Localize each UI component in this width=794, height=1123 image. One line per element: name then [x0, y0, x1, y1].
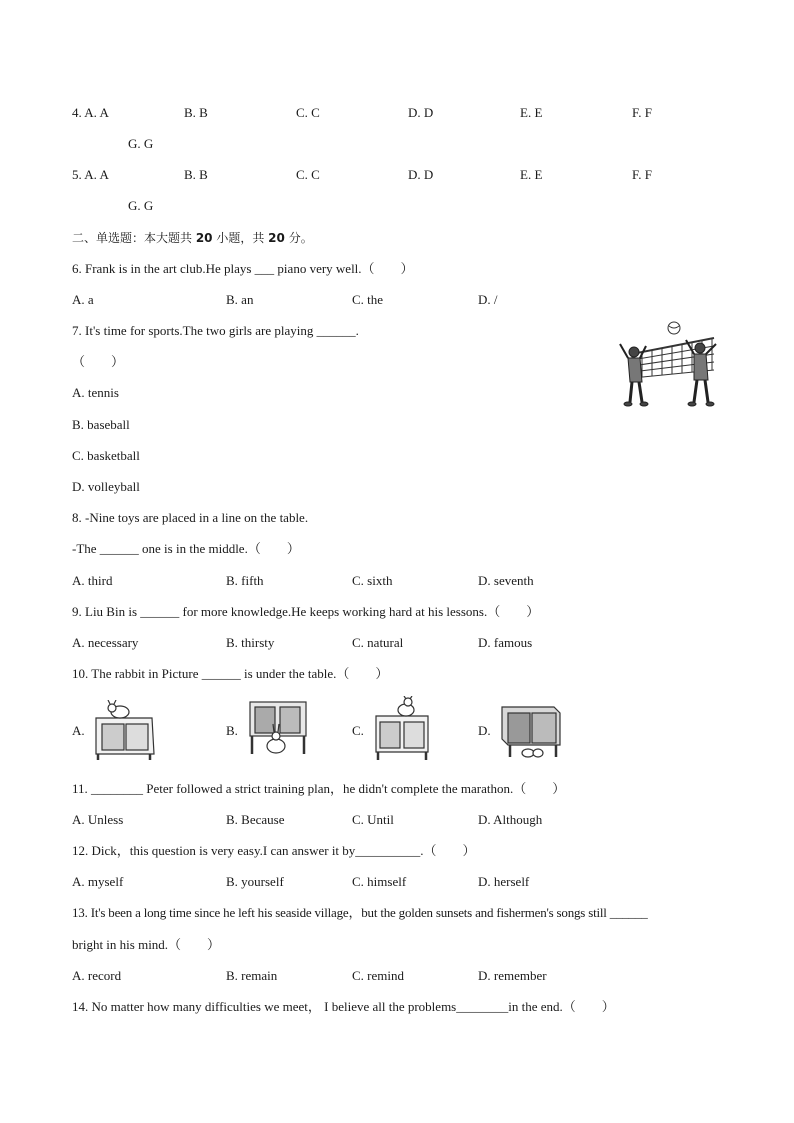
q5-option-b: B. B	[184, 167, 208, 182]
q4-option-g: G. G	[128, 136, 154, 151]
q11-option-b: B. Because	[226, 812, 285, 827]
q7-stem: 7. It's time for sports.The two girls are playing ______.	[72, 323, 359, 338]
q12-option-a: A. myself	[72, 874, 124, 889]
section-mid: 小题，共	[212, 231, 269, 245]
q5-option-c: C. C	[296, 167, 320, 182]
section-count: 20	[195, 231, 213, 245]
q7-option-b: B. baseball	[72, 417, 130, 432]
q5-option-g: G. G	[128, 198, 154, 213]
q12-option-d: D. herself	[478, 874, 530, 889]
q5-number: 5.	[72, 167, 82, 182]
q12-option-b: B. yourself	[226, 874, 284, 889]
q6-option-b: B. an	[226, 292, 254, 307]
q9-option-c: C. natural	[352, 635, 404, 650]
q4-option-c: C. C	[296, 105, 320, 120]
table-rabbit-under-picture-b	[246, 698, 310, 758]
q4-option-d: D. D	[408, 105, 434, 120]
section-prefix: 二、单选题：本大题共	[72, 231, 196, 245]
q11-stem: 11. ________ Peter followed a strict training plan，he didn't complete the marathon.（ ）	[72, 781, 566, 796]
q5-option-d: D. D	[408, 167, 434, 182]
q4-option-f: F. F	[632, 105, 652, 120]
table-rabbit-on-top-picture-a	[92, 700, 158, 762]
q9-option-b: B. thirsty	[226, 635, 275, 650]
q13-option-c: C. remind	[352, 968, 404, 983]
q13-stem-line1: 13. It's been a long time since he left his seaside village，but the golden sunsets and fishermen's songs still ______	[72, 905, 648, 920]
table-toy-under-picture-d	[498, 703, 564, 759]
q13-option-b: B. remain	[226, 968, 278, 983]
q4-option-e: E. E	[520, 105, 543, 120]
q9-stem: 9. Liu Bin is ______ for more knowledge.He keeps working hard at his lessons.（ ）	[72, 604, 540, 619]
q4-number: 4.	[72, 105, 82, 120]
q13-option-a: A. record	[72, 968, 122, 983]
q13-stem-line2: bright in his mind.（ ）	[72, 937, 221, 952]
q5-option-f: F. F	[632, 167, 652, 182]
q11-option-a: A. Unless	[72, 812, 124, 827]
q12-stem: 12. Dick，this question is very easy.I can answer it by__________.（ ）	[72, 843, 476, 858]
q6-option-a: A. a	[72, 292, 94, 307]
q8-stem-line2: -The ______ one is in the middle.（ ）	[72, 541, 300, 556]
section-heading	[72, 230, 313, 246]
q7-answer-paren: （ ）	[72, 354, 125, 369]
q9-option-a: A. necessary	[72, 635, 139, 650]
table-rabbit-on-top-picture-c	[372, 696, 432, 762]
q14-stem: 14. No matter how many difficulties we meet， I believe all the problems________in the end.（ ）	[72, 999, 615, 1014]
q6-option-d: D. /	[478, 292, 498, 307]
q10-option-c: C.	[352, 723, 364, 738]
q13-option-d: D. remember	[478, 968, 547, 983]
q8-option-d: D. seventh	[478, 573, 534, 588]
q7-option-c: C. basketball	[72, 448, 140, 463]
q8-option-a: A. third	[72, 573, 113, 588]
q8-option-c: C. sixth	[352, 573, 393, 588]
volleyball-girls-picture	[612, 318, 722, 410]
q12-option-c: C. himself	[352, 874, 407, 889]
q10-option-d: D.	[478, 723, 491, 738]
q4-row	[72, 105, 109, 121]
q7-option-a: A. tennis	[72, 385, 119, 400]
q7-option-d: D. volleyball	[72, 479, 140, 494]
q9-option-d: D. famous	[478, 635, 533, 650]
q10-option-a: A.	[72, 723, 85, 738]
q10-stem: 10. The rabbit in Picture ______ is under the table.（ ）	[72, 666, 389, 681]
q8-option-b: B. fifth	[226, 573, 264, 588]
q4-option-b: B. B	[184, 105, 208, 120]
q11-option-d: D. Although	[478, 812, 543, 827]
q6-option-c: C. the	[352, 292, 384, 307]
section-suffix: 分。	[284, 231, 313, 245]
q11-option-c: C. Until	[352, 812, 394, 827]
q8-stem-line1: 8. -Nine toys are placed in a line on the table.	[72, 510, 309, 525]
q5-option-a: A. A	[84, 167, 109, 182]
q10-option-b: B.	[226, 723, 238, 738]
section-score: 20	[268, 231, 285, 245]
q6-stem: 6. Frank is in the art club.He plays ___ piano very well.（ ）	[72, 261, 414, 276]
q5-option-e: E. E	[520, 167, 543, 182]
q4-option-a: A. A	[84, 105, 109, 120]
q5-row	[72, 167, 109, 183]
